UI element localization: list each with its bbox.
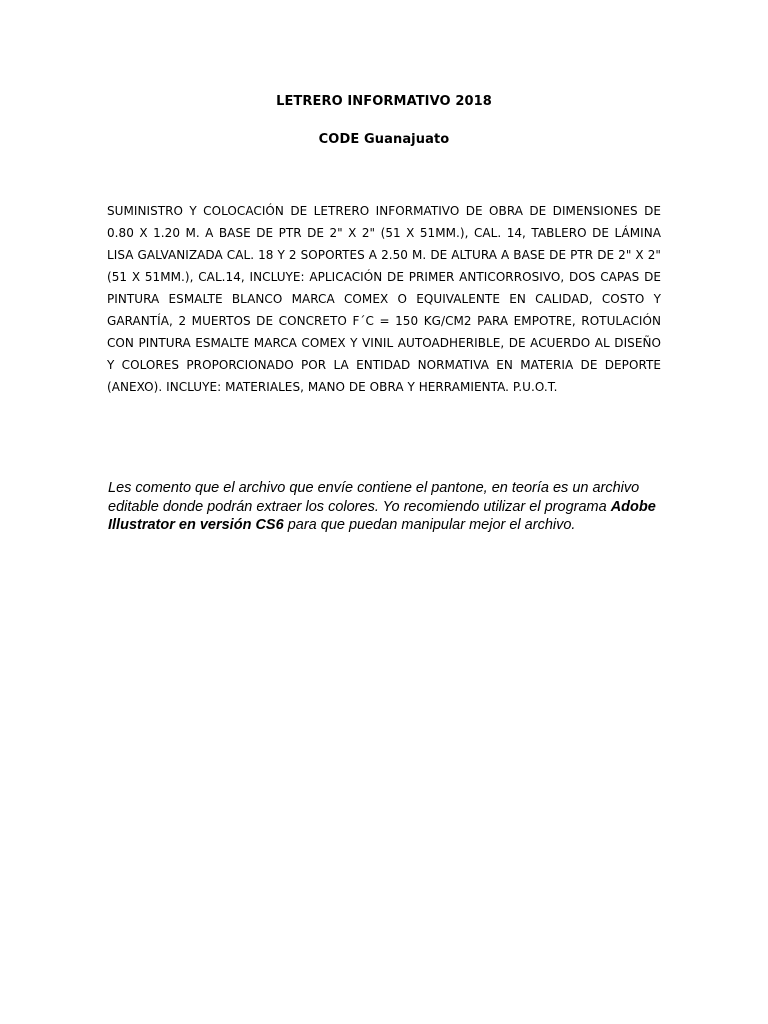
note-text-before: Les comento que el archivo que envíe contiene el pantone, en teoría es un archivo editable donde podrán extraer los colores. Yo recomiendo utilizar el programa xyxy=(108,480,640,515)
note-paragraph xyxy=(108,479,668,535)
specification-paragraph: SUMINISTRO Y COLOCACIÓN DE LETRERO INFORMATIVO DE OBRA DE DIMENSIONES DE 0.80 X 1.20 M. A BASE DE PTR DE 2" X 2" (51 X 51MM.), CAL. 14, TABLERO DE LÁMINA LISA GALVANIZADA CAL. 18 Y 2 SOPORTES A 2.50 M. DE ALTURA A BASE DE PTR DE 2" X 2" (51 X 51MM.), CAL.14, INCLUYE: APLICACIÓN DE PRIMER ANTICORROSIVO, DOS CAPAS DE PINTURA ESMALTE BLANCO MARCA COMEX O EQUIVALENTE EN CALIDAD, COSTO Y GARANTÍA, 2 MUERTOS DE CONCRETO F´C = 150 KG/CM2 PARA EMPOTRE, ROTULACIÓN CON PINTURA ESMALTE MARCA COMEX Y VINIL AUTOADHERIBLE, DE ACUERDO AL DISEÑO Y COLORES PROPORCIONADO POR LA ENTIDAD NORMATIVA EN MATERIA DE DEPORTE (ANEXO). INCLUYE: MATERIALES, MANO DE OBRA Y HERRAMIENTA. P.U.O.T. xyxy=(107,204,661,394)
note-text-after: para que puedan manipular mejor el archivo. xyxy=(283,517,576,533)
document-title: LETRERO INFORMATIVO 2018 xyxy=(276,94,492,109)
document-subtitle: CODE Guanajuato xyxy=(318,132,450,147)
note-software-emphasis: Adobe Illustrator en versión CS6 xyxy=(108,498,656,533)
